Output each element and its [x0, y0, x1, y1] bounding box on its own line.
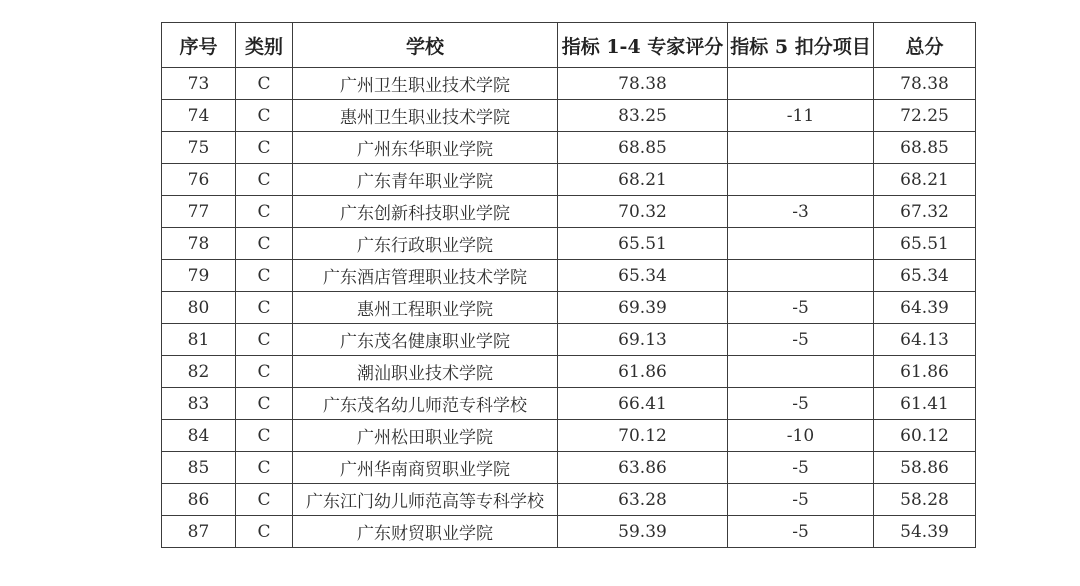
table-cell-total: 64.13	[874, 324, 976, 356]
table-row	[162, 68, 976, 100]
table-cell-deduct	[728, 164, 874, 196]
table-cell-deduct	[728, 132, 874, 164]
table-cell-index: 77	[162, 196, 236, 228]
table-cell-category: C	[236, 292, 293, 324]
table-cell-school: 广东茂名幼儿师范专科学校	[293, 388, 558, 420]
table-cell-deduct	[728, 356, 874, 388]
table-cell-index: 86	[162, 484, 236, 516]
table-cell-deduct: -10	[728, 420, 874, 452]
table-row	[162, 420, 976, 452]
table-cell-deduct	[728, 260, 874, 292]
column-header-index: 序号	[162, 23, 236, 68]
table-cell-total: 58.28	[874, 484, 976, 516]
table-cell-total: 60.12	[874, 420, 976, 452]
table-cell-deduct: -5	[728, 388, 874, 420]
table-cell-score14: 78.38	[558, 68, 728, 100]
table-cell-index: 79	[162, 260, 236, 292]
table-cell-total: 58.86	[874, 452, 976, 484]
table-row	[162, 132, 976, 164]
table-cell-score14: 66.41	[558, 388, 728, 420]
header-row	[162, 23, 976, 68]
table-body	[162, 68, 976, 548]
table-cell-score14: 70.12	[558, 420, 728, 452]
table-row	[162, 196, 976, 228]
column-header-school: 学校	[293, 23, 558, 68]
table-row	[162, 100, 976, 132]
table-cell-school: 惠州卫生职业技术学院	[293, 100, 558, 132]
table-cell-score14: 65.34	[558, 260, 728, 292]
table-cell-school: 广东江门幼儿师范高等专科学校	[293, 484, 558, 516]
table-cell-school: 广东青年职业学院	[293, 164, 558, 196]
table-cell-index: 84	[162, 420, 236, 452]
score-table	[161, 22, 976, 548]
table-cell-score14: 61.86	[558, 356, 728, 388]
column-header-deduct: 指标 5 扣分项目	[728, 23, 874, 68]
table-cell-school: 广东创新科技职业学院	[293, 196, 558, 228]
table-cell-index: 78	[162, 228, 236, 260]
table-cell-category: C	[236, 324, 293, 356]
table-cell-category: C	[236, 100, 293, 132]
table-cell-school: 广东茂名健康职业学院	[293, 324, 558, 356]
table-cell-deduct	[728, 228, 874, 260]
table-cell-category: C	[236, 516, 293, 548]
table-row	[162, 516, 976, 548]
table-cell-score14: 69.39	[558, 292, 728, 324]
table-cell-total: 61.86	[874, 356, 976, 388]
table-cell-score14: 63.86	[558, 452, 728, 484]
table-cell-index: 73	[162, 68, 236, 100]
table-cell-school: 惠州工程职业学院	[293, 292, 558, 324]
table-cell-score14: 68.21	[558, 164, 728, 196]
table-cell-index: 82	[162, 356, 236, 388]
table-cell-deduct: -5	[728, 484, 874, 516]
table-cell-score14: 70.32	[558, 196, 728, 228]
table-cell-index: 87	[162, 516, 236, 548]
table-cell-score14: 59.39	[558, 516, 728, 548]
table-cell-index: 83	[162, 388, 236, 420]
table-cell-deduct: -3	[728, 196, 874, 228]
table-cell-total: 61.41	[874, 388, 976, 420]
table-cell-total: 54.39	[874, 516, 976, 548]
table-cell-index: 80	[162, 292, 236, 324]
column-header-total: 总分	[874, 23, 976, 68]
table-cell-school: 广州卫生职业技术学院	[293, 68, 558, 100]
table-cell-category: C	[236, 68, 293, 100]
table-cell-total: 72.25	[874, 100, 976, 132]
table-row	[162, 324, 976, 356]
table-row	[162, 388, 976, 420]
table-cell-category: C	[236, 388, 293, 420]
table-cell-index: 74	[162, 100, 236, 132]
column-header-category: 类别	[236, 23, 293, 68]
table-cell-index: 85	[162, 452, 236, 484]
table-cell-total: 68.21	[874, 164, 976, 196]
table-cell-deduct: -5	[728, 292, 874, 324]
table-cell-category: C	[236, 420, 293, 452]
table-cell-school: 广东行政职业学院	[293, 228, 558, 260]
table-cell-total: 65.34	[874, 260, 976, 292]
table-cell-category: C	[236, 260, 293, 292]
table-cell-category: C	[236, 228, 293, 260]
table-cell-school: 广州华南商贸职业学院	[293, 452, 558, 484]
table-cell-school: 广州东华职业学院	[293, 132, 558, 164]
table-cell-deduct: -5	[728, 452, 874, 484]
table-cell-deduct: -5	[728, 516, 874, 548]
table-cell-total: 67.32	[874, 196, 976, 228]
table-row	[162, 452, 976, 484]
table-cell-score14: 63.28	[558, 484, 728, 516]
table-cell-school: 广东财贸职业学院	[293, 516, 558, 548]
table-cell-category: C	[236, 164, 293, 196]
table-row	[162, 228, 976, 260]
table-cell-category: C	[236, 452, 293, 484]
table-cell-category: C	[236, 196, 293, 228]
table-cell-category: C	[236, 484, 293, 516]
table-cell-total: 78.38	[874, 68, 976, 100]
table-cell-index: 75	[162, 132, 236, 164]
table-cell-score14: 83.25	[558, 100, 728, 132]
table-cell-deduct	[728, 68, 874, 100]
table-cell-score14: 69.13	[558, 324, 728, 356]
table-cell-score14: 65.51	[558, 228, 728, 260]
table-cell-school: 广东酒店管理职业技术学院	[293, 260, 558, 292]
table-cell-index: 76	[162, 164, 236, 196]
column-header-score14: 指标 1-4 专家评分	[558, 23, 728, 68]
table-header	[162, 23, 976, 68]
table-cell-category: C	[236, 356, 293, 388]
table-row	[162, 484, 976, 516]
table-cell-index: 81	[162, 324, 236, 356]
score-table-container	[161, 22, 976, 548]
table-cell-total: 65.51	[874, 228, 976, 260]
table-row	[162, 260, 976, 292]
table-cell-school: 潮汕职业技术学院	[293, 356, 558, 388]
table-cell-category: C	[236, 132, 293, 164]
table-row	[162, 356, 976, 388]
table-cell-deduct: -11	[728, 100, 874, 132]
table-row	[162, 164, 976, 196]
table-row	[162, 292, 976, 324]
table-cell-total: 64.39	[874, 292, 976, 324]
table-cell-deduct: -5	[728, 324, 874, 356]
table-cell-school: 广州松田职业学院	[293, 420, 558, 452]
table-cell-total: 68.85	[874, 132, 976, 164]
table-cell-score14: 68.85	[558, 132, 728, 164]
